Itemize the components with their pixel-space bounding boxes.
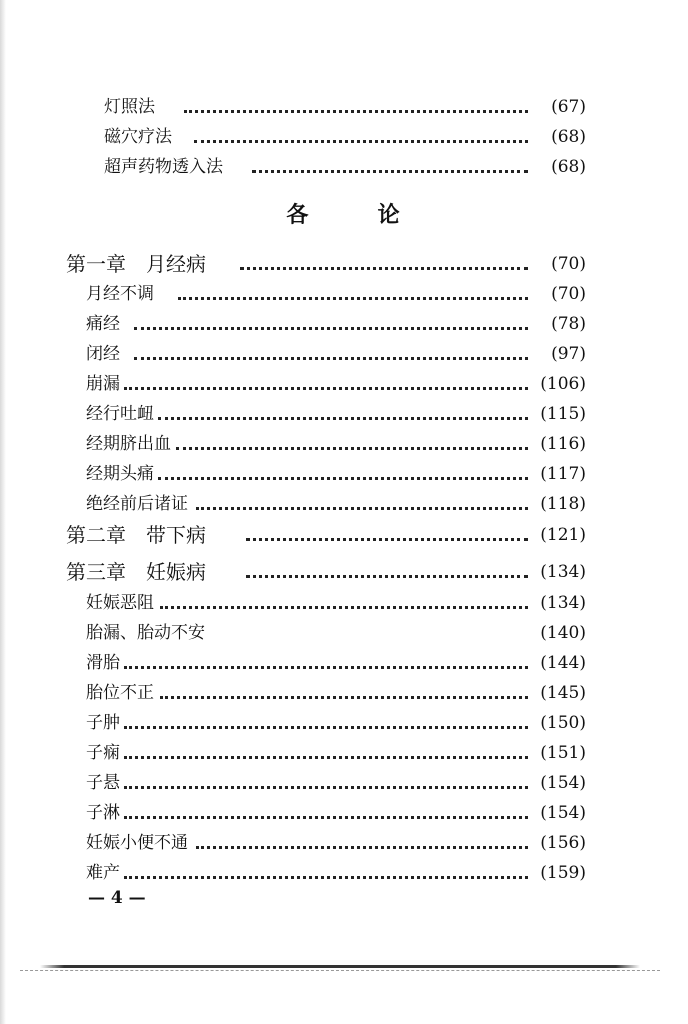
toc-entry-title: 经期头痛: [86, 464, 154, 484]
toc-entry[interactable]: [0, 402, 688, 426]
dot-leader: [252, 170, 528, 173]
toc-entry-page: (106): [540, 374, 586, 394]
toc-entry[interactable]: [0, 155, 688, 179]
toc-entry-page: (144): [540, 653, 586, 673]
toc-entry[interactable]: [0, 711, 688, 735]
dot-leader: [124, 876, 528, 879]
toc-entry[interactable]: [0, 342, 688, 366]
toc-entry-title: 滑胎: [86, 653, 120, 673]
toc-entry-page: (154): [540, 773, 586, 793]
dot-leader: [124, 387, 528, 390]
chapter-heading[interactable]: [0, 252, 688, 276]
toc-entry-page: (134): [540, 593, 586, 613]
toc-entry-page: (116): [540, 434, 586, 454]
dot-leader: [124, 816, 528, 819]
toc-entry-title: 痛经: [86, 314, 120, 334]
chapter-page: (121): [540, 525, 586, 545]
toc-entry[interactable]: [0, 492, 688, 516]
dot-leader: [124, 666, 528, 669]
toc-entry-page: (78): [551, 314, 586, 334]
toc-entry-title: 子肿: [86, 713, 120, 733]
toc-entry[interactable]: [0, 591, 688, 615]
toc-entry-title: 崩漏: [86, 374, 120, 394]
section-heading-part1: 各: [286, 202, 311, 228]
toc-entry-title: 月经不调: [86, 284, 154, 304]
section-heading-part2: 论: [377, 202, 402, 228]
toc-entry-title: 磁穴疗法: [104, 127, 172, 147]
chapter-title: 第一章 月经病: [66, 252, 206, 276]
chapter-heading[interactable]: [0, 523, 688, 547]
scan-edge-dashes: [20, 970, 660, 971]
dot-leader: [124, 726, 528, 729]
chapter-title: 第二章 带下病: [66, 523, 206, 547]
dot-leader: [158, 417, 528, 420]
toc-entry[interactable]: [0, 432, 688, 456]
dot-leader: [134, 357, 528, 360]
toc-entry[interactable]: [0, 95, 688, 119]
dot-leader: [196, 846, 528, 849]
toc-entry-title: 妊娠小便不通: [86, 833, 188, 853]
toc-entry-title: 胎漏、胎动不安: [86, 623, 205, 643]
dot-leader: [160, 696, 528, 699]
toc-entry-title: 经期脐出血: [86, 434, 171, 454]
toc-entry-title: 绝经前后诸证: [86, 494, 188, 514]
chapter-page: (134): [540, 562, 586, 582]
dot-leader: [194, 140, 528, 143]
toc-entry[interactable]: [0, 651, 688, 675]
scan-edge-line: [40, 965, 640, 968]
toc-entry-title: 子淋: [86, 803, 120, 823]
toc-entry-page: (70): [551, 284, 586, 304]
toc-entry-title: 经行吐衄: [86, 404, 154, 424]
toc-entry-title: 胎位不正: [86, 683, 154, 703]
toc-entry-page: (151): [540, 743, 586, 763]
dot-leader: [124, 786, 528, 789]
toc-entry[interactable]: [0, 741, 688, 765]
chapter-title: 第三章 妊娠病: [66, 560, 206, 584]
toc-entry-page: (115): [540, 404, 586, 424]
toc-entry-title: 闭经: [86, 344, 120, 364]
dot-leader: [246, 575, 528, 578]
toc-entry[interactable]: [0, 621, 688, 645]
dot-leader: [124, 756, 528, 759]
toc-entry-page: (159): [540, 863, 586, 883]
dot-leader: [248, 636, 528, 639]
toc-entry-page: (97): [551, 344, 586, 364]
toc-entry-page: (67): [551, 97, 586, 117]
toc-entry-page: (140): [540, 623, 586, 643]
toc-entry[interactable]: [0, 771, 688, 795]
dot-leader: [134, 327, 528, 330]
chapter-heading[interactable]: [0, 560, 688, 584]
toc-entry[interactable]: [0, 831, 688, 855]
section-heading: [0, 198, 688, 229]
toc-entry[interactable]: [0, 861, 688, 885]
toc-entry[interactable]: [0, 372, 688, 396]
toc-entry-title: 超声药物透入法: [104, 157, 223, 177]
dot-leader: [158, 477, 528, 480]
toc-entry[interactable]: [0, 282, 688, 306]
toc-entry[interactable]: [0, 125, 688, 149]
dot-leader: [240, 267, 528, 270]
dot-leader: [184, 110, 528, 113]
toc-entry-page: (154): [540, 803, 586, 823]
chapter-page: (70): [551, 254, 586, 274]
toc-entry-title: 子痫: [86, 743, 120, 763]
dot-leader: [160, 606, 528, 609]
dot-leader: [196, 507, 528, 510]
toc-entry-page: (150): [540, 713, 586, 733]
toc-entry-title: 难产: [86, 863, 120, 883]
toc-entry-page: (117): [540, 464, 586, 484]
toc-entry[interactable]: [0, 681, 688, 705]
toc-entry-page: (145): [540, 683, 586, 703]
toc-entry[interactable]: [0, 312, 688, 336]
toc-entry-page: (118): [540, 494, 586, 514]
toc-entry-title: 灯照法: [104, 97, 155, 117]
toc-entry-page: (68): [551, 157, 586, 177]
toc-entry-title: 子悬: [86, 773, 120, 793]
toc-entry-page: (68): [551, 127, 586, 147]
toc-entry[interactable]: [0, 462, 688, 486]
toc-entry-title: 妊娠恶阻: [86, 593, 154, 613]
page-number: — 4 —: [88, 888, 146, 908]
toc-entry[interactable]: [0, 801, 688, 825]
toc-entry-page: (156): [540, 833, 586, 853]
dot-leader: [246, 538, 528, 541]
dot-leader: [176, 447, 528, 450]
dot-leader: [178, 297, 528, 300]
